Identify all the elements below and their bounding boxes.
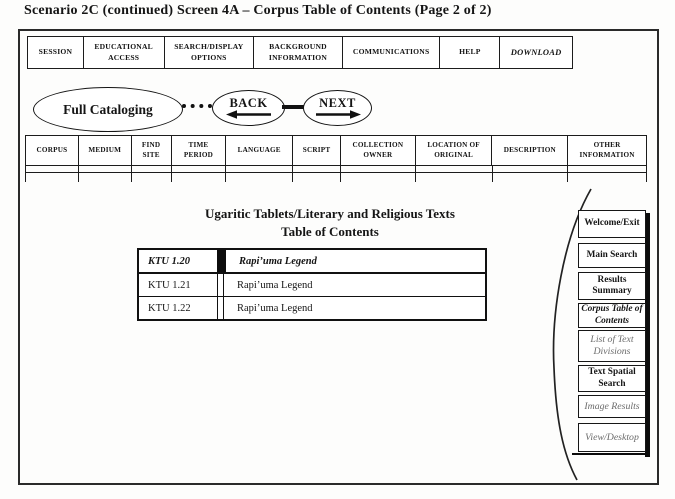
menu-item-session[interactable]: SESSION [38, 47, 73, 57]
field-header-column-stubs [25, 173, 647, 182]
field-header-location-of-original: LOCATION OF ORIGINAL [415, 136, 492, 165]
toc-row-title: Rapi’uma Legend [239, 255, 317, 267]
menu-item-search-display-options[interactable]: SEARCH/DISPLAY OPTIONS [164, 37, 254, 68]
menu-bar [27, 36, 573, 69]
sidebar-baseline [572, 453, 650, 455]
field-header-time-period: TIME PERIOD [171, 136, 226, 165]
back-button[interactable] [212, 90, 285, 126]
sidebar-item-results-summary[interactable]: Results Summary [578, 272, 646, 300]
back-label: BACK [229, 95, 268, 110]
field-header-medium: MEDIUM [78, 136, 131, 165]
field-header-description: DESCRIPTION [491, 136, 567, 165]
solid-connector [282, 105, 304, 109]
sidebar-item-list-of-text-divisions: List of Text Divisions [578, 330, 646, 362]
field-header-script: SCRIPT [292, 136, 340, 165]
content-title-line2: Table of Contents [281, 223, 379, 239]
toc-row-id: KTU 1.21 [148, 279, 191, 291]
field-header-corpus: CORPUS [36, 145, 68, 154]
sidebar-item-image-results: Image Results [578, 395, 646, 418]
sidebar-item-welcome-exit[interactable]: Welcome/Exit [578, 210, 646, 238]
column-divider [217, 297, 224, 319]
field-header-collection-owner: COLLECTION OWNER [340, 136, 415, 165]
menu-item-communications[interactable]: COMMUNICATIONS [342, 37, 440, 68]
field-header-row [25, 135, 647, 166]
next-label: NEXT [319, 95, 356, 110]
full-cataloging-label: Full Cataloging [63, 101, 153, 117]
toc-row-ktu-1-22[interactable] [139, 296, 485, 319]
toc-row-ktu-1-20[interactable] [139, 250, 485, 273]
toc-row-title: Rapi’uma Legend [237, 279, 313, 291]
field-header-underband [25, 166, 647, 173]
content-title-line1: Ugaritic Tablets/Literary and Religious Texts [205, 206, 455, 221]
toc-table [137, 248, 487, 321]
toc-row-ktu-1-21[interactable] [139, 273, 485, 296]
toc-row-id: KTU 1.20 [148, 255, 190, 267]
field-header-find-site: FIND SITE [131, 136, 171, 165]
menu-item-educational-access[interactable]: EDUCATIONAL ACCESS [83, 37, 164, 68]
column-divider [217, 274, 224, 296]
page-title: Scenario 2C (continued) Screen 4A – Corpus Table of Contents (Page 2 of 2) [24, 3, 492, 18]
full-cataloging-node [33, 87, 183, 132]
next-button[interactable] [303, 90, 372, 126]
menu-item-help[interactable]: HELP [439, 37, 499, 68]
toc-row-title: Rapi’uma Legend [237, 302, 313, 314]
field-header-other-information: OTHER INFORMATION [567, 136, 646, 165]
dotted-connector [182, 104, 212, 108]
sidebar-item-main-search[interactable]: Main Search [578, 243, 646, 268]
left-arrow-icon [226, 110, 272, 119]
right-arrow-icon [315, 110, 361, 119]
sidebar-item-text-spatial-search[interactable]: Text Spatial Search [578, 365, 646, 392]
toc-row-id: KTU 1.22 [148, 302, 191, 314]
sidebar-item-view-desktop: View/Desktop [578, 423, 646, 452]
menu-item-download[interactable]: DOWNLOAD [499, 37, 572, 68]
sidebar-item-corpus-table-of-contents[interactable]: Corpus Table of Contents [578, 303, 646, 328]
menu-item-background-information[interactable]: BACKGROUND INFORMATION [253, 37, 342, 68]
field-header-language: LANGUAGE [225, 136, 292, 165]
selection-indicator [217, 250, 226, 272]
